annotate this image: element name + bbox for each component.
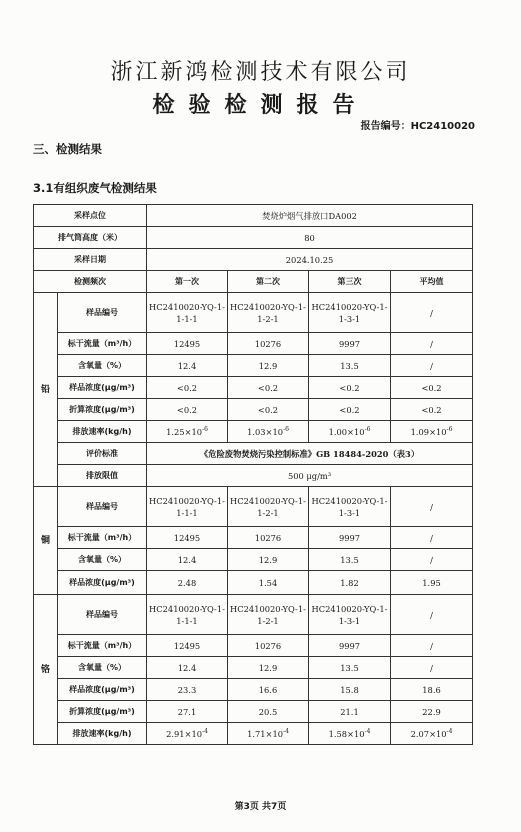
cell: $2.91\times 10^{-4}$ [147,723,228,745]
cell: 13.5 [309,657,391,679]
group-label-lead: 铅 [34,293,58,487]
cell: 21.1 [309,701,391,723]
cell: <0.2 [309,399,391,421]
frequency-label: 检测频次 [34,271,147,293]
stack-height-label: 排气筒高度（米） [34,227,147,249]
table-row [34,355,473,377]
sampling-point-label: 采样点位 [34,205,147,227]
cell: 12495 [147,527,228,549]
row-label: 样品编号 [58,595,147,635]
row-label: 排放限值 [58,465,147,487]
cell: <0.2 [309,377,391,399]
cell: 12495 [147,333,228,355]
table-row [34,571,473,595]
table-row [34,723,473,745]
row-label: 含氧量（%） [58,549,147,571]
col-header: 第二次 [228,271,309,293]
cell: 10276 [228,635,309,657]
report-title: 检验检测报告 [152,92,369,118]
cell: <0.2 [228,399,309,421]
cell: 27.1 [147,701,228,723]
evaluation-standard: 《危险废物焚烧污染控制标准》GB 18484-2020（表3） [147,443,473,465]
sample-id: HC2410020-YQ-1-1-1-1 [147,293,228,333]
table-row [34,701,473,723]
cell: $2.07\times 10^{-4}$ [391,723,473,745]
table-row [34,205,473,227]
sampling-point-value: 焚烧炉烟气排放口DA002 [147,205,473,227]
emission-limit: 500 μg/m³ [147,465,473,487]
cell: $1.71\times 10^{-4}$ [228,723,309,745]
cell: / [391,549,473,571]
table-row [34,443,473,465]
sample-id: HC2410020-YQ-1-1-3-1 [309,293,391,333]
table-row [34,549,473,571]
cell: $1.00\times 10^{-6}$ [309,421,391,443]
cell: 20.5 [228,701,309,723]
row-label: 样品浓度(μg/m³) [58,377,147,399]
sample-id: HC2410020-YQ-1-1-1-1 [147,595,228,635]
table-row [34,333,473,355]
sample-id: HC2410020-YQ-1-1-2-1 [228,487,309,527]
table-row [34,487,473,527]
row-label: 样品浓度(μg/m³) [58,679,147,701]
cell: $1.25\times 10^{-6}$ [147,421,228,443]
row-label: 样品浓度(μg/m³) [58,571,147,595]
group-label-chromium: 铬 [34,595,58,745]
cell: 9997 [309,635,391,657]
cell: 22.9 [391,701,473,723]
col-header: 平均值 [391,271,473,293]
table-header-row [34,271,473,293]
cell: 1.82 [309,571,391,595]
cell: 23.3 [147,679,228,701]
cell: / [391,355,473,377]
cell: / [391,635,473,657]
table-row [34,399,473,421]
cell: / [391,527,473,549]
row-label: 样品编号 [58,293,147,333]
sample-id: HC2410020-YQ-1-1-2-1 [228,293,309,333]
cell: 2.48 [147,571,228,595]
cell: 12.9 [228,657,309,679]
row-label: 折算浓度(μg/m³) [58,701,147,723]
subsection-heading: 3.1有组织废气检测结果 [33,181,157,195]
sample-id: / [391,293,473,333]
cell: 12495 [147,635,228,657]
cell: $1.03\times 10^{-6}$ [228,421,309,443]
stack-height-value: 80 [147,227,473,249]
cell: 10276 [228,333,309,355]
cell: 12.9 [228,549,309,571]
cell: 12.9 [228,355,309,377]
sample-id: / [391,595,473,635]
group-label-copper: 铜 [34,487,58,595]
cell: / [391,657,473,679]
cell: 15.8 [309,679,391,701]
row-label: 样品编号 [58,487,147,527]
cell: 13.5 [309,549,391,571]
row-label: 折算浓度(μg/m³) [58,399,147,421]
cell: <0.2 [147,399,228,421]
row-label: 含氧量（%） [58,355,147,377]
cell: 9997 [309,527,391,549]
row-label: 排放速率(kg/h) [58,723,147,745]
table-row [34,679,473,701]
sampling-date-label: 采样日期 [34,249,147,271]
row-label: 评价标准 [58,443,147,465]
col-header: 第一次 [147,271,228,293]
cell: 18.6 [391,679,473,701]
table-row [34,595,473,635]
cell: <0.2 [391,377,473,399]
table-row [34,293,473,333]
company-name: 浙江新鸿检测技术有限公司 [110,60,411,85]
results-table [33,204,473,745]
table-row [34,249,473,271]
table-row [34,635,473,657]
cell: 9997 [309,333,391,355]
cell: 12.4 [147,657,228,679]
row-label: 排放速率(kg/h) [58,421,147,443]
cell: 12.4 [147,355,228,377]
cell: <0.2 [391,399,473,421]
row-label: 标干流量（m³/h） [58,333,147,355]
col-header: 第三次 [309,271,391,293]
report-number: 报告编号：HC2410020 [360,121,475,132]
cell: 1.54 [228,571,309,595]
row-label: 标干流量（m³/h） [58,635,147,657]
cell: 13.5 [309,355,391,377]
cell: 16.6 [228,679,309,701]
row-label: 含氧量（%） [58,657,147,679]
cell: $1.58\times 10^{-4}$ [309,723,391,745]
sample-id: / [391,487,473,527]
table-row [34,421,473,443]
cell: $1.09\times 10^{-6}$ [391,421,473,443]
cell: 1.95 [391,571,473,595]
table-row [34,657,473,679]
sample-id: HC2410020-YQ-1-1-2-1 [228,595,309,635]
cell: / [391,333,473,355]
table-row [34,227,473,249]
sample-id: HC2410020-YQ-1-1-1-1 [147,487,228,527]
section-heading: 三、检测结果 [33,142,102,156]
table-row [34,465,473,487]
row-label: 标干流量（m³/h） [58,527,147,549]
cell: 12.4 [147,549,228,571]
table-row [34,527,473,549]
page-footer: 第3页 共7页 [234,802,287,812]
sample-id: HC2410020-YQ-1-1-3-1 [309,595,391,635]
cell: 10276 [228,527,309,549]
sampling-date-value: 2024.10.25 [147,249,473,271]
cell: <0.2 [228,377,309,399]
sample-id: HC2410020-YQ-1-1-3-1 [309,487,391,527]
cell: <0.2 [147,377,228,399]
table-row [34,377,473,399]
